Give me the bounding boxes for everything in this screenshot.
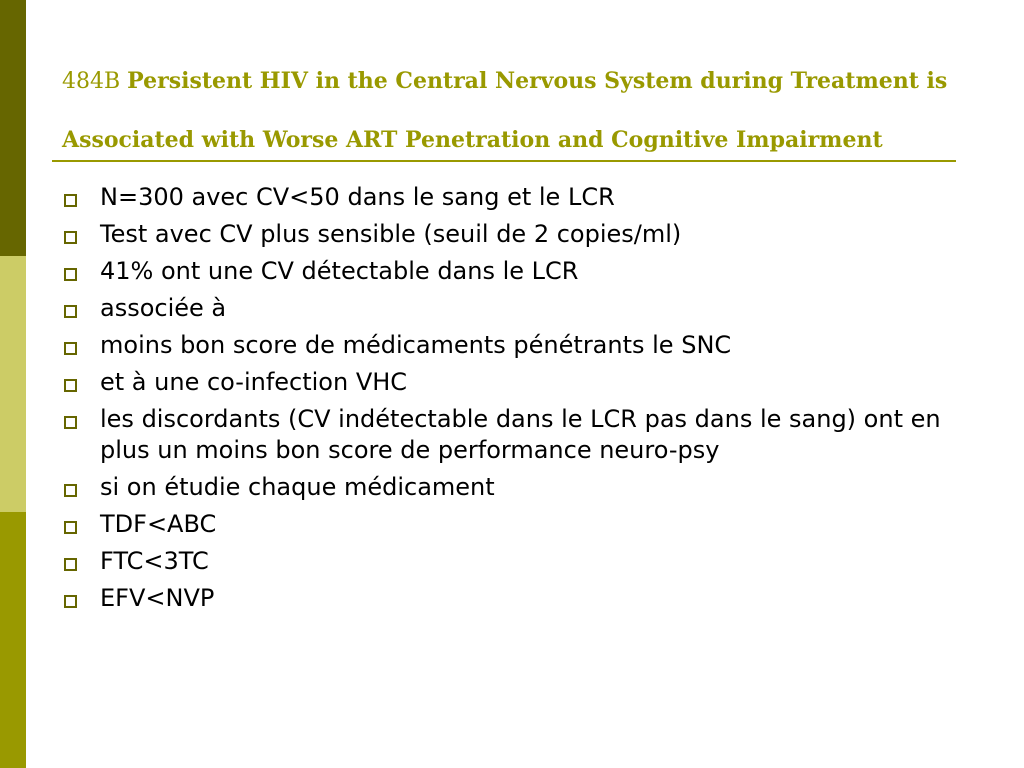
side-stripe-bottom	[0, 512, 26, 768]
bullet-item	[62, 509, 942, 540]
bullet-list	[62, 182, 942, 620]
square-bullet-icon	[64, 268, 77, 281]
square-bullet-icon	[64, 305, 77, 318]
square-bullet-icon	[64, 342, 77, 355]
bullet-text: 41% ont une CV détectable dans le LCR	[100, 257, 579, 285]
bullet-item	[62, 330, 942, 361]
bullet-text: EFV<NVP	[100, 584, 215, 612]
bullet-item	[62, 583, 942, 614]
square-bullet-icon	[64, 194, 77, 207]
bullet-item	[62, 182, 942, 213]
square-bullet-icon	[64, 379, 77, 392]
bullet-text: et à une co-infection VHC	[100, 368, 408, 396]
side-stripe-top	[0, 0, 26, 256]
bullet-text: moins bon score de médicaments pénétrants le SNC	[100, 331, 732, 359]
square-bullet-icon	[64, 484, 77, 497]
bullet-item	[62, 367, 942, 398]
square-bullet-icon	[64, 231, 77, 244]
bullet-text: Test avec CV plus sensible (seuil de 2 copies/ml)	[100, 220, 682, 248]
bullet-text: N=300 avec CV<50 dans le sang et le LCR	[100, 183, 615, 211]
bullet-text: FTC<3TC	[100, 547, 209, 575]
bullet-text: TDF<ABC	[100, 510, 217, 538]
square-bullet-icon	[64, 416, 77, 429]
bullet-item	[62, 472, 942, 503]
bullet-item	[62, 293, 942, 324]
bullet-item	[62, 404, 942, 466]
slide-title	[62, 52, 962, 170]
bullet-item	[62, 219, 942, 250]
bullet-item	[62, 546, 942, 577]
square-bullet-icon	[64, 595, 77, 608]
square-bullet-icon	[64, 558, 77, 571]
bullet-item	[62, 256, 942, 287]
bullet-text: associée à	[100, 294, 227, 322]
bullet-text: si on étudie chaque médicament	[100, 473, 495, 501]
side-stripe-middle	[0, 256, 26, 512]
title-text: Persistent HIV in the Central Nervous System during Treatment is Associated with Worse ART Penetration and Cognitive Impairment	[62, 68, 948, 153]
bullet-text: les discordants (CV indétectable dans le LCR pas dans le sang) ont en plus un moins bon score de performance neuro-psy	[100, 405, 941, 464]
square-bullet-icon	[64, 521, 77, 534]
title-prefix: 484B	[62, 69, 128, 94]
title-divider	[52, 160, 956, 162]
